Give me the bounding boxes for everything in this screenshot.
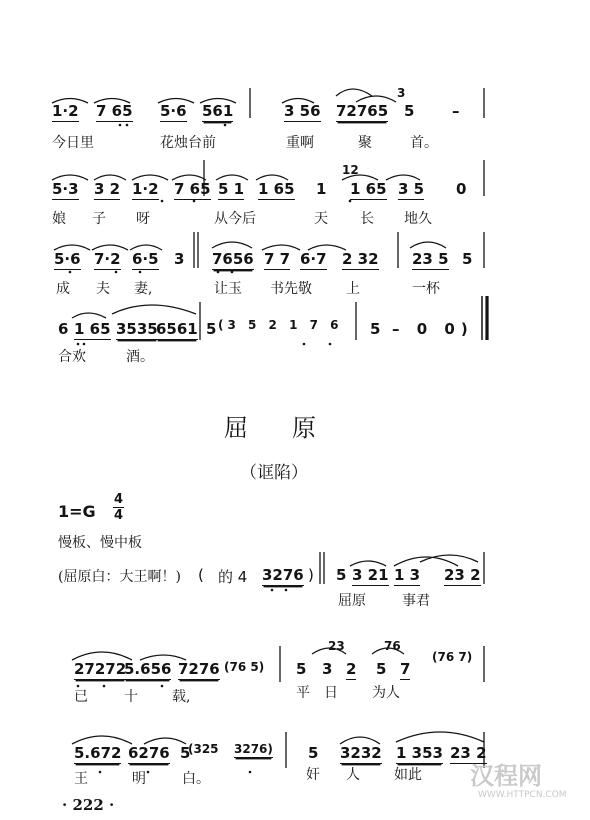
note-group: 23 2 — [450, 744, 487, 762]
note-group: 5 — [180, 744, 191, 762]
note-group: 5 — [376, 660, 387, 678]
note-group: 5 — [462, 250, 473, 268]
watermark-url: WWW.HTTPCN.COM — [478, 790, 567, 800]
slur — [72, 652, 132, 660]
lyric: 已 — [74, 689, 88, 705]
note-group: 5 — [404, 102, 415, 120]
note-group: 3232 — [340, 744, 382, 762]
note-group: 7 7 — [264, 250, 291, 268]
note-group: 6 — [58, 320, 69, 338]
note-group: 3535 — [116, 320, 158, 338]
slur — [340, 737, 380, 744]
note-group: 1·2 — [132, 180, 159, 198]
lyric: 聚 — [358, 135, 372, 151]
lyric: 妻, — [134, 281, 153, 297]
note-group: 5 — [296, 660, 307, 678]
slur — [396, 732, 484, 742]
note-group: 3 — [174, 250, 185, 268]
lyric: 屈原 — [338, 593, 366, 609]
watermark-logo: 汉程网 — [470, 762, 542, 790]
key-signature: 1=G — [58, 502, 96, 521]
lyric: 夫 — [96, 281, 110, 297]
note-group: 5 — [206, 320, 217, 338]
lyric: 平 — [296, 685, 310, 701]
lyric: 一杯 — [412, 281, 440, 297]
slur — [394, 557, 458, 566]
lyric: 书先敬 — [270, 281, 312, 297]
spoken-line: (屈原白：大王啊！) — [58, 569, 181, 585]
instrumental-phrase: 3276) — [234, 742, 273, 756]
lyric: 白。 — [182, 771, 210, 787]
note-group: 561 — [202, 102, 234, 120]
note-group: 6·5 — [132, 250, 159, 268]
note-group: 5 — [336, 566, 347, 584]
paren-close: ) — [308, 566, 314, 584]
instrumental-phrase: (325 — [188, 742, 219, 756]
note-group: 7276 — [178, 660, 220, 678]
note-group: 的 4 — [218, 568, 248, 586]
slur — [410, 242, 446, 248]
note-group: 6561 — [156, 320, 198, 338]
note-ending: – 0 0) — [392, 320, 474, 338]
note-group: 5 — [308, 744, 319, 762]
note-group: 3 56 — [284, 102, 321, 120]
lyric: 天 — [314, 211, 328, 227]
lyric: 上 — [346, 281, 360, 297]
instrumental-phrase: (3 5 2 1 7 6 — [218, 318, 343, 332]
song-subtitle: （诓陷） — [240, 463, 308, 483]
lyric: 合欢 — [58, 349, 86, 365]
lyric: 重啊 — [286, 135, 314, 151]
lyric: 地久 — [404, 211, 432, 227]
note-group: 5 1 — [218, 180, 245, 198]
note-group: 6·7 — [300, 250, 327, 268]
lyric: 王 — [74, 771, 88, 787]
note-group: 1·2 — [52, 102, 79, 120]
lyric: 载, — [172, 689, 191, 705]
lyric: 奸 — [306, 767, 320, 783]
lyric: 长 — [360, 211, 374, 227]
note-group: 7·2 — [94, 250, 121, 268]
slur — [72, 313, 106, 318]
note-group: 1 65 — [350, 180, 387, 198]
lyric: 子 — [92, 211, 106, 227]
note-group: 27272 — [74, 660, 127, 678]
note-group: 3 5 — [398, 180, 425, 198]
note-group: 3276 — [262, 566, 304, 584]
lyric: 让玉 — [214, 281, 242, 297]
note-group: 5.672 — [74, 744, 122, 762]
lyric: 为人 — [372, 685, 400, 701]
lyric: 呀 — [136, 211, 150, 227]
grace-note: 3 — [397, 86, 406, 100]
time-sig-top: 4 — [114, 492, 124, 507]
note-group: 7656 — [212, 250, 254, 268]
note-group: 5·3 — [52, 180, 79, 198]
instrumental-phrase: (76 5) — [224, 660, 265, 674]
grace-note: 76 — [384, 639, 401, 653]
lyric: 首。 — [410, 135, 438, 151]
note-group: 5·6 — [54, 250, 81, 268]
slur — [112, 305, 196, 314]
lyric: 明 — [132, 771, 146, 787]
lyric: 如此 — [394, 767, 422, 783]
page-number: · 222 · — [62, 796, 115, 814]
note-group: 5 — [370, 320, 381, 338]
note-group: 1 3 — [394, 566, 421, 584]
grace-note: 23 — [328, 639, 345, 653]
note-group: 1 353 — [396, 744, 443, 762]
note-group: 1 65 — [258, 180, 295, 198]
note-rest: 0 — [456, 180, 467, 198]
slur — [336, 89, 372, 96]
note-group: 3 2 — [94, 180, 121, 198]
note-group: 1 65 — [74, 320, 111, 338]
grace-note: 12 — [342, 163, 359, 177]
song-title: 屈原 — [224, 414, 360, 442]
instrumental-phrase: (76 7) — [432, 650, 473, 664]
lyric: 今日里 — [52, 135, 94, 151]
lyric: 事君 — [402, 593, 430, 609]
note-group: 3 — [322, 660, 333, 678]
note-group: 3 21 — [352, 566, 389, 584]
note-group: 7 65 — [174, 180, 211, 198]
note-group: 72765 — [336, 102, 389, 120]
lyric: 花烛台前 — [160, 135, 216, 151]
note-group: 7 — [400, 660, 411, 678]
note-group: 23 5 — [412, 250, 449, 268]
lyric: 成 — [56, 281, 70, 297]
lyric: 酒。 — [126, 349, 154, 365]
lyric: 娘 — [52, 211, 66, 227]
note-group: 2 — [346, 660, 357, 678]
paren-open: ( — [198, 566, 204, 584]
note-dash: – — [452, 102, 460, 120]
slur — [212, 242, 252, 248]
lyric: 日 — [324, 685, 338, 701]
tempo-marking: 慢板、慢中板 — [58, 535, 142, 551]
lyric: 人 — [346, 767, 360, 783]
note-group: 5·6 — [160, 102, 187, 120]
lyric: 十 — [124, 689, 138, 705]
time-sig-bottom: 4 — [114, 508, 124, 523]
note-group: 5.656 — [124, 660, 172, 678]
note-group: 6276 — [128, 744, 170, 762]
note-group: 2 32 — [342, 250, 379, 268]
note-group: 23 2 — [444, 566, 481, 584]
note-group: 1 — [316, 180, 327, 198]
lyric: 从今后 — [214, 211, 256, 227]
slur — [72, 736, 132, 744]
note-group: 7 65 — [96, 102, 133, 120]
